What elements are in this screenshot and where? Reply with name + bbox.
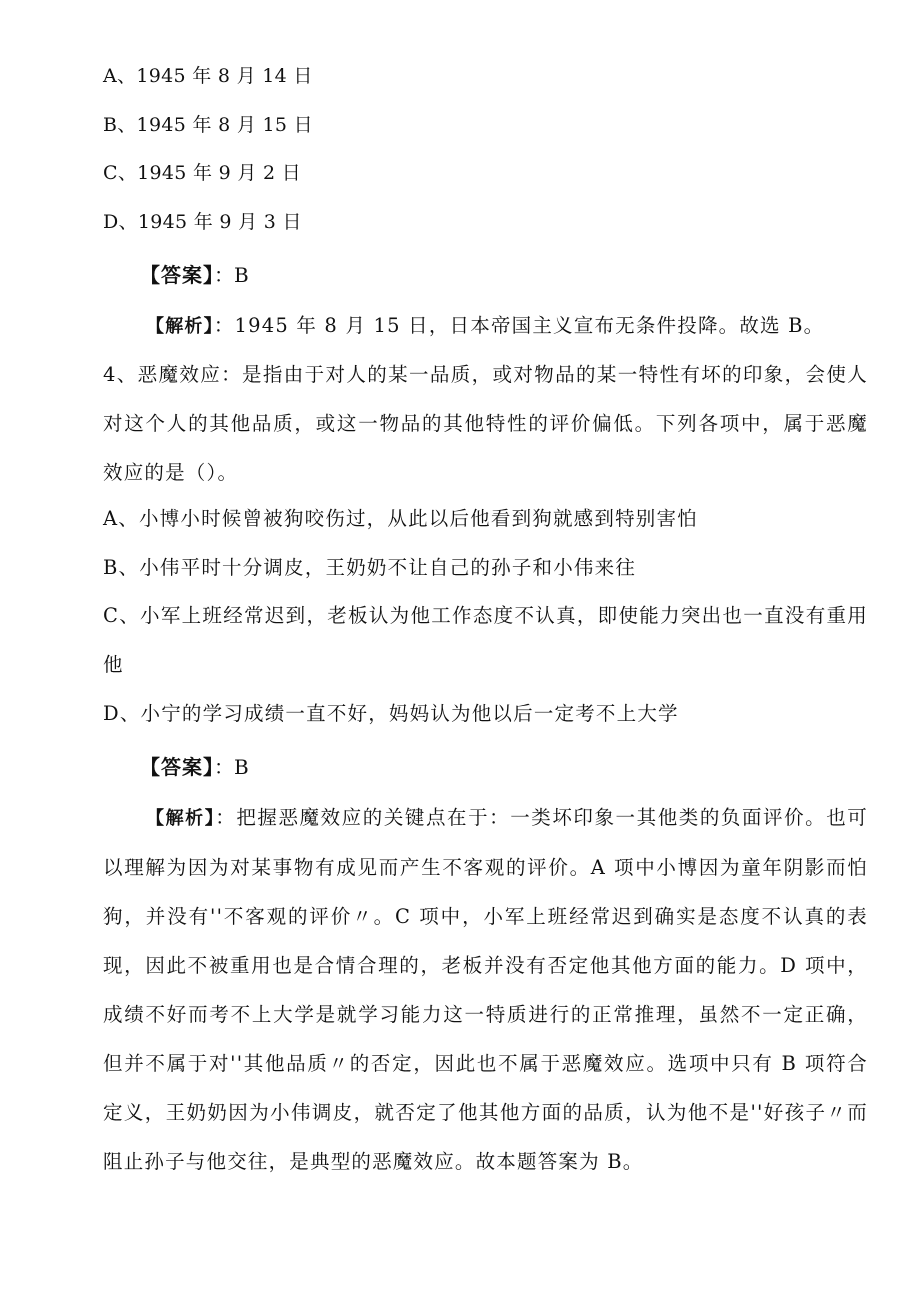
analysis-text: ：1945 年 8 月 15 日，日本帝国主义宣布无条件投降。故选 B。 [213,314,825,337]
analysis-tag: 【解析】 [146,808,216,829]
q4-option-a: A、小博小时候曾被狗咬伤过，从此以后他看到狗就感到特别害怕 [103,507,698,530]
analysis-text: ：把握恶魔效应的关键点在于：一类坏印象一其他类的负面评价。也可以理解为因为对某事物有成见而产生不客观的评价。A 项中小博因为童年阴影而怕狗，并没有''不客观的评价〃。C 项中，小军上班经常迟到确实是态度不认真的表现，因此不被重用也是合情合理的，老板并没有否定他其他方面的能力。D 项中，成绩不好而考不上大学是就学习能力这一特质进行的正常推理，虽然不一定正确，但并不属于对''其他品质〃的否定，因此也不属于恶魔效应。选项中只有 B 项符合定义，王奶奶因为小伟调皮，就否定了他其他方面的品质，认为他不是''好孩子〃而阻止孙子与他交往，是典型的恶魔效应。故本题答案为 B。 [103,806,868,1173]
q4-answer [140,752,249,782]
q4-analysis [103,793,868,1186]
q3-analysis [146,301,846,351]
q4-option-c: C、小军上班经常迟到，老板认为他工作态度不认真，即使能力突出也一直没有重用他 [103,604,868,676]
q3-option-b: B、1945 年 8 月 15 日 [103,114,313,136]
q3-option-d: D、1945 年 9 月 3 日 [103,211,302,233]
answer-tag: 【答案】 [140,755,214,779]
analysis-tag: 【解析】 [146,316,214,337]
q3-answer [140,260,249,290]
q4-option-d: D、小宁的学习成绩一直不好，妈妈认为他以后一定考不上大学 [103,702,679,725]
q4-stem: 4、恶魔效应：是指由于对人的某一品质，或对物品的某一特性有坏的印象，会使人对这个人的其他品质，或这一物品的其他特性的评价偏低。下列各项中，属于恶魔效应的是（）。 [103,363,868,484]
answer-tag: 【答案】 [140,263,214,287]
answer-value: ：B [214,755,249,779]
answer-value: ：B [214,263,249,287]
q3-option-a: A、1945 年 8 月 14 日 [103,65,313,87]
q4-option-b: B、小伟平时十分调皮，王奶奶不让自己的孙子和小伟来往 [103,556,637,579]
q3-option-c: C、1945 年 9 月 2 日 [103,162,302,184]
